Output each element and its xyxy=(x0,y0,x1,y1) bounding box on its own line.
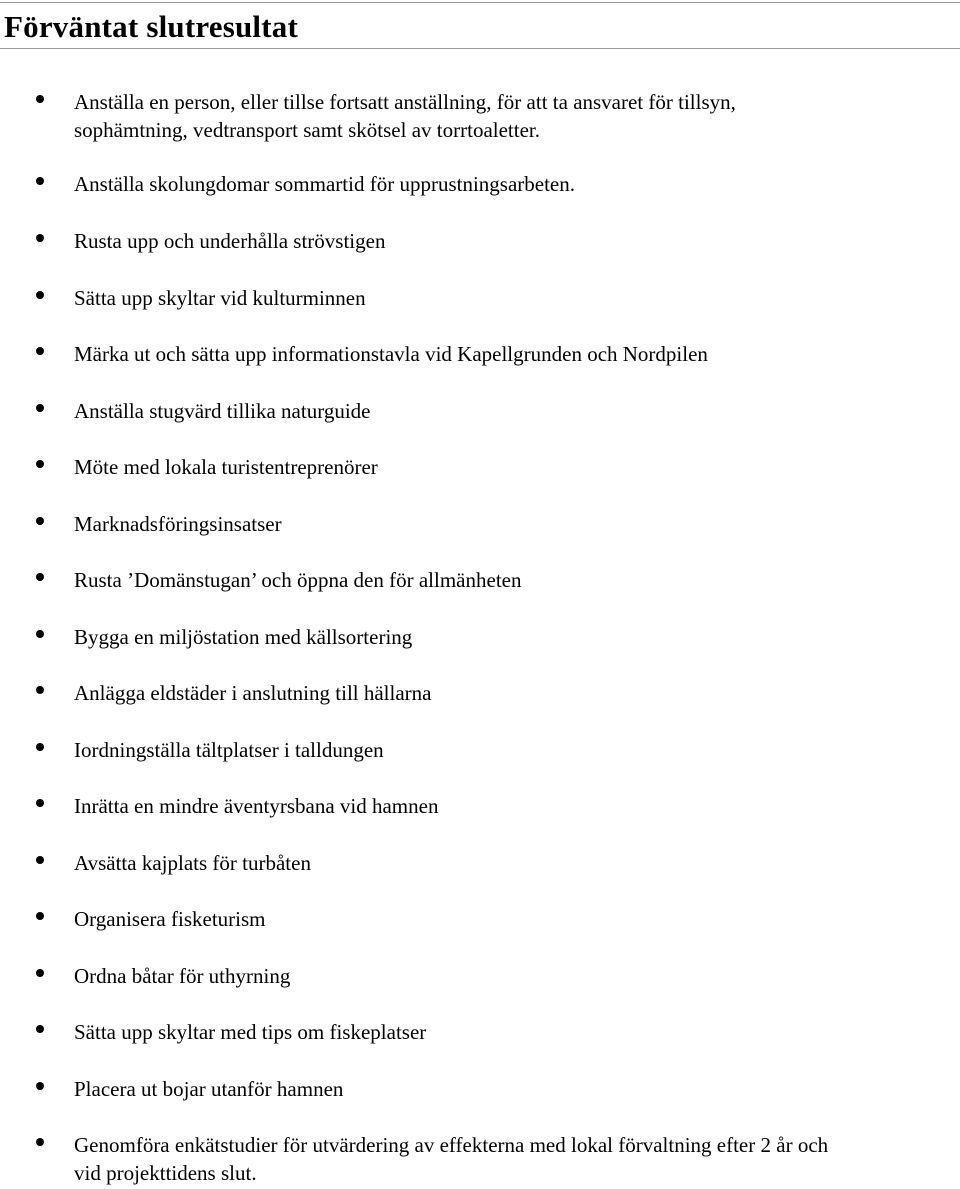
bullet-icon xyxy=(36,856,44,864)
list-item-text xyxy=(74,340,944,368)
bullet-icon xyxy=(36,799,44,807)
list-item-text xyxy=(74,736,944,764)
list-item-text xyxy=(74,510,944,538)
bullet-icon xyxy=(36,630,44,638)
bullet-icon xyxy=(36,743,44,751)
list-item-text xyxy=(74,623,944,651)
list-item-line: vid projekttidens slut. xyxy=(74,1161,257,1185)
bullet-icon xyxy=(36,234,44,242)
bullet-icon xyxy=(36,177,44,185)
list-item-text xyxy=(74,849,944,877)
bullet-icon xyxy=(36,1025,44,1033)
bullet-icon xyxy=(36,969,44,977)
section-heading: Förväntat slutresultat xyxy=(4,9,298,44)
bullet-icon xyxy=(36,291,44,299)
list-item-line: Märka ut och sätta upp informationstavla vid Kapellgrunden och Nordpilen xyxy=(74,342,708,366)
bullet-icon xyxy=(36,912,44,920)
list-item-line: Anställa stugvärd tillika naturguide xyxy=(74,399,371,423)
bullet-icon xyxy=(36,1138,44,1146)
list-item-line: Avsätta kajplats för turbåten xyxy=(74,851,311,875)
list-item-line: Iordningställa tältplatser i talldungen xyxy=(74,738,384,762)
list-item-text xyxy=(74,962,944,990)
list-item-text xyxy=(74,1075,944,1103)
bullet-icon xyxy=(36,347,44,355)
list-item-text xyxy=(74,453,944,481)
list-item-line: Sätta upp skyltar vid kulturminnen xyxy=(74,286,366,310)
list-item-text xyxy=(74,227,944,255)
list-item-line: Bygga en miljöstation med källsortering xyxy=(74,625,413,649)
bullet-icon xyxy=(36,517,44,525)
list-item-line: Ordna båtar för uthyrning xyxy=(74,964,291,988)
list-item-text xyxy=(74,88,944,144)
heading-rule xyxy=(0,48,960,49)
list-item-line: Anställa en person, eller tillse fortsatt anställning, för att ta ansvaret för tillsyn, xyxy=(74,90,736,114)
list-item-text xyxy=(74,792,944,820)
list-item-text xyxy=(74,170,944,198)
list-item-line: Marknadsföringsinsatser xyxy=(74,512,282,536)
bullet-icon xyxy=(36,95,44,103)
bullet-icon xyxy=(36,404,44,412)
list-item-line: Placera ut bojar utanför hamnen xyxy=(74,1077,344,1101)
list-item-text xyxy=(74,284,944,312)
list-item-line: Rusta ’Domänstugan’ och öppna den för allmänheten xyxy=(74,568,522,592)
list-item-text xyxy=(74,397,944,425)
list-item-line: sophämtning, vedtransport samt skötsel av torrtoaletter. xyxy=(74,118,540,142)
list-item-line: Organisera fisketurism xyxy=(74,907,266,931)
bullet-icon xyxy=(36,573,44,581)
bullet-icon xyxy=(36,686,44,694)
list-item-line: Rusta upp och underhålla strövstigen xyxy=(74,229,386,253)
top-rule xyxy=(0,2,960,3)
bullet-icon xyxy=(36,1082,44,1090)
list-item-line: Anlägga eldstäder i anslutning till hällarna xyxy=(74,681,432,705)
list-item-line: Inrätta en mindre äventyrsbana vid hamnen xyxy=(74,794,439,818)
list-item-line: Sätta upp skyltar med tips om fiskeplatser xyxy=(74,1020,427,1044)
list-item-text xyxy=(74,566,944,594)
bullet-icon xyxy=(36,460,44,468)
list-item-line: Möte med lokala turistentreprenörer xyxy=(74,455,378,479)
list-item-text xyxy=(74,1018,944,1046)
list-item-text xyxy=(74,679,944,707)
list-item-line: Genomföra enkätstudier för utvärdering av effekterna med lokal förvaltning efter 2 år och xyxy=(74,1133,829,1157)
list-item-text xyxy=(74,1131,944,1187)
list-item-text xyxy=(74,905,944,933)
list-item-line: Anställa skolungdomar sommartid för upprustningsarbeten. xyxy=(74,172,575,196)
